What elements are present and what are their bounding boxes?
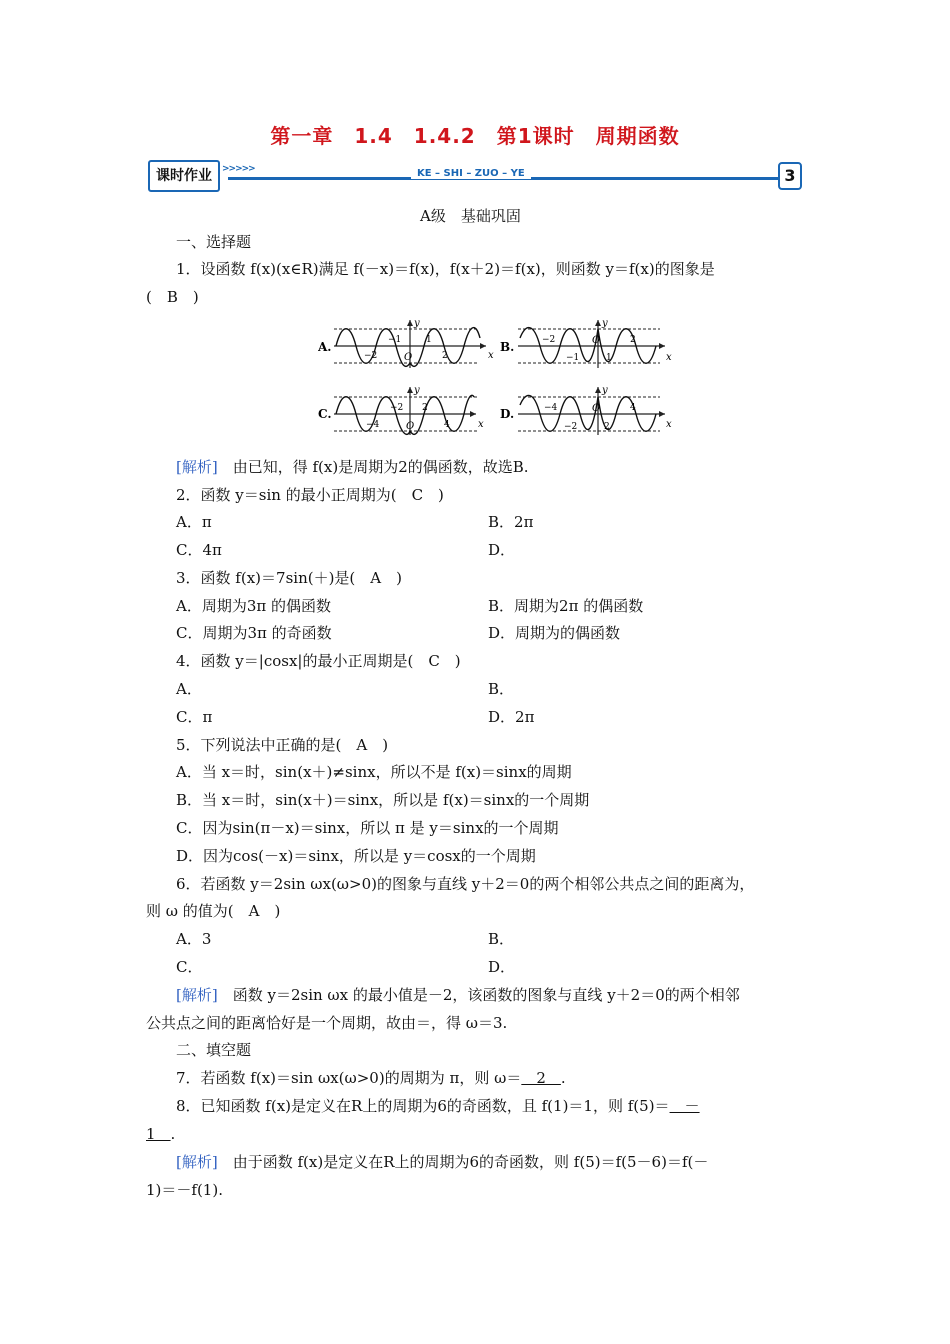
graph-d-tick-1: −4 — [544, 403, 558, 413]
graph-c-tick-4: 4 — [444, 420, 450, 430]
q1-stem: 1．设函数 f(x)(x∈R)满足 f(－x)＝f(x)，f(x＋2)＝f(x)，则函数 y＝f(x)的图象是 — [176, 260, 715, 278]
graph-c-label: C. — [318, 407, 332, 421]
q4-option-b: B． — [488, 680, 515, 698]
q1-solution-text: 由已知，得 f(x)是周期为2的偶函数，故选B. — [217, 458, 529, 476]
level-heading: A级 基础巩固 — [420, 207, 521, 225]
graph-b-tick-1: −2 — [542, 335, 556, 345]
q4-option-d: D．2π — [488, 708, 535, 726]
q6-option-b: B． — [488, 930, 515, 948]
graph-b-tick-4: 1 — [606, 353, 612, 363]
graph-b-tick-3: −1 — [566, 353, 580, 363]
banner-tag: 课时作业 — [148, 160, 220, 192]
q6-option-d: D． — [488, 958, 516, 976]
q2-option-d: D． — [488, 541, 516, 559]
solution-label: [解析] — [176, 1153, 218, 1171]
q1-solution — [176, 457, 529, 477]
q8-solution-line2: 1)＝－f(1). — [146, 1181, 223, 1199]
q1-answer: ( B ) — [146, 288, 199, 306]
graph-c-y: y — [414, 385, 420, 396]
section-heading-fill: 二、填空题 — [176, 1041, 252, 1059]
graph-d-label: D. — [500, 407, 515, 421]
q5-option-d: D．因为cos(－x)＝sinx，所以是 y＝cosx的一个周期 — [176, 847, 536, 865]
graph-d-origin: O — [592, 403, 601, 414]
q6-solution-line1 — [176, 985, 740, 1005]
banner-pinyin: KE – SHI – ZUO – YE — [411, 168, 531, 179]
graph-d-tick-3: −2 — [564, 422, 578, 432]
q7-answer: 2 — [521, 1069, 561, 1087]
graph-c-origin: O — [406, 421, 415, 432]
q8-answer-part2: 1 — [146, 1125, 171, 1143]
graph-b-y: y — [602, 318, 608, 329]
q7-stem — [176, 1068, 566, 1088]
graph-a-tick-2: 1 — [426, 335, 432, 345]
q8-stem-line2 — [146, 1124, 175, 1144]
q3-stem: 3．函数 f(x)＝7sin(＋)是( A ) — [176, 569, 402, 587]
graph-a — [318, 318, 496, 370]
q6-stem-line2: 则 ω 的值为( A ) — [146, 902, 281, 920]
q6-solution-text: 函数 y＝2sin ωx 的最小值是－2，该函数的图象与直线 y＋2＝0的两个相邻 — [217, 986, 740, 1004]
q6-option-a: A．3 — [176, 930, 212, 948]
graph-c-tick-3: −4 — [366, 420, 380, 430]
graph-d-x: x — [666, 419, 672, 430]
section-heading-choice: 一、选择题 — [176, 233, 252, 251]
q8-solution-text: 由于函数 f(x)是定义在R上的周期为6的奇函数，则 f(5)＝f(5－6)＝f(－ — [217, 1153, 709, 1171]
q3-option-a: A．周期为3π 的偶函数 — [176, 597, 332, 615]
graph-a-tick-3: −2 — [364, 351, 378, 361]
graph-d-tick-4: 2 — [604, 422, 610, 432]
q2-stem: 2．函数 y＝sin 的最小正周期为( C ) — [176, 486, 444, 504]
graph-d-y: y — [602, 385, 608, 396]
q8-end: . — [170, 1125, 176, 1143]
graph-b-label: B. — [500, 340, 515, 354]
q5-option-a: A．当 x＝时，sin(x＋)≠sinx，所以不是 f(x)＝sinx的周期 — [176, 763, 572, 781]
banner-arrows: >>>>> — [222, 164, 255, 174]
graph-d-tick-2: 4 — [630, 403, 636, 413]
homework-banner — [146, 158, 806, 192]
graph-b-tick-2: 2 — [630, 335, 636, 345]
q3-option-c: C．周期为3π 的奇函数 — [176, 624, 332, 642]
solution-label: [解析] — [176, 458, 218, 476]
graph-b — [500, 318, 675, 370]
graph-b-x: x — [666, 352, 672, 363]
q2-option-a: A．π — [176, 513, 212, 531]
graph-a-origin: O — [404, 352, 413, 363]
banner-page-number: 3 — [778, 162, 802, 190]
graph-c-tick-1: −2 — [390, 403, 404, 413]
q6-stem-line1: 6．若函数 y＝2sin ωx(ω>0)的图象与直线 y＋2＝0的两个相邻公共点之间的距离为， — [176, 875, 755, 893]
q6-option-c: C． — [176, 958, 203, 976]
graph-a-tick-1: −1 — [388, 335, 402, 345]
q5-stem: 5．下列说法中正确的是( A ) — [176, 736, 389, 754]
q5-option-c: C．因为sin(π－x)＝sinx，所以 π 是 y＝sinx的一个周期 — [176, 819, 559, 837]
q2-option-c: C．4π — [176, 541, 222, 559]
graph-a-tick-4: 2 — [442, 351, 448, 361]
q8-solution-line1 — [176, 1152, 708, 1172]
graph-b-origin: O — [592, 335, 601, 346]
q8-stem — [176, 1096, 700, 1116]
q4-stem: 4．函数 y＝|cosx|的最小正周期是( C ) — [176, 652, 461, 670]
solution-label: [解析] — [176, 986, 218, 1004]
graph-a-x: x — [488, 350, 494, 361]
q4-option-a: A． — [176, 680, 202, 698]
q7-end: . — [560, 1069, 566, 1087]
graph-c-tick-2: 2 — [422, 403, 428, 413]
graph-c-x: x — [478, 419, 484, 430]
q8-answer-part1: － — [669, 1097, 700, 1115]
q8-text: 8．已知函数 f(x)是定义在R上的周期为6的奇函数，且 f(1)＝1，则 f(5)＝ — [176, 1097, 670, 1115]
graph-d — [500, 385, 675, 437]
page-title: 第一章 1.4 1.4.2 第1课时 周期函数 — [270, 124, 680, 148]
q6-solution-line2: 公共点之间的距离恰好是一个周期，故由＝，得 ω＝3. — [146, 1014, 508, 1032]
graph-c — [318, 385, 496, 437]
q3-option-d: D．周期为的偶函数 — [488, 624, 621, 642]
q3-option-b: B．周期为2π 的偶函数 — [488, 597, 644, 615]
graph-a-label: A. — [318, 340, 332, 354]
q7-text: 7．若函数 f(x)＝sin ωx(ω>0)的周期为 π，则 ω＝ — [176, 1069, 522, 1087]
q5-option-b: B．当 x＝时，sin(x＋)＝sinx，所以是 f(x)＝sinx的一个周期 — [176, 791, 590, 809]
q4-option-c: C．π — [176, 708, 213, 726]
graph-a-y: y — [414, 318, 420, 329]
q2-option-b: B．2π — [488, 513, 534, 531]
